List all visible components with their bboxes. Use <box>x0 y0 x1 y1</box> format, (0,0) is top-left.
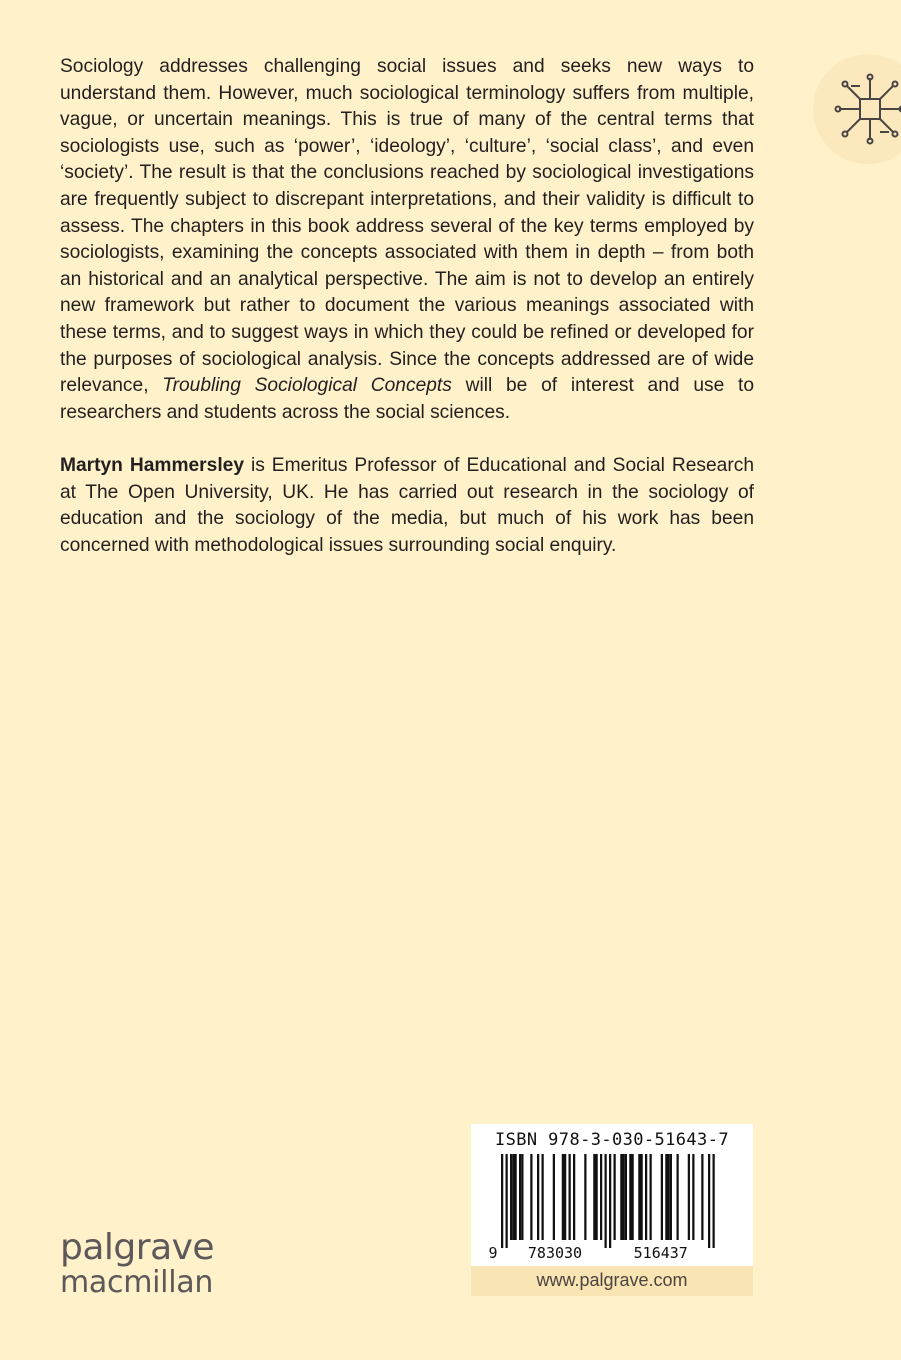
publisher-website[interactable]: www.palgrave.com <box>471 1266 753 1296</box>
barcode-bar <box>569 1154 571 1240</box>
barcode-bar <box>677 1154 679 1240</box>
blurb-text-part2: will be of interest and use to researchers and students across the social sciences. <box>60 375 755 423</box>
barcode-bar <box>625 1154 627 1240</box>
barcode-bar <box>661 1154 663 1240</box>
barcode-bar <box>521 1154 523 1240</box>
blurb-text-part1: Sociology addresses challenging social issues and seeks new ways to understand them. However, much sociological terminology suffers from multiple, vague, or uncertain meanings. This is true of many of the central terms that sociologists use, such as ‘power’, ‘ideology’, ‘culture’, ‘social class’, and even ‘society’. The result is that the conclusions reached by sociological investigations are frequently subject to discrepant interpretations, and their validity is difficult to assess. The chapters in this book address several of the key terms employed by sociologists, examining the concepts associated with them in depth – from both an historical and an analytical perspective. The aim is not to develop an entirely new framework but rather to document the various meanings associated with these terms, and to suggest ways in which they could be refined or developed for the purposes of sociological analysis. Since the concepts addressed are of wide relevance, <box>60 56 754 397</box>
barcode-bar <box>501 1154 503 1248</box>
barcode-bar <box>629 1154 631 1240</box>
barcode-bar <box>553 1154 555 1240</box>
barcode-bar <box>713 1154 715 1248</box>
barcode-bar <box>668 1154 670 1240</box>
barcode-bar <box>701 1154 703 1240</box>
barcode-digits: 516437 <box>633 1244 688 1262</box>
barcode-bar <box>519 1154 521 1240</box>
barcode-digits: 783030 <box>527 1244 583 1262</box>
blurb-paragraph <box>60 54 754 426</box>
barcode-bar <box>584 1154 586 1240</box>
palgrave-compass-icon <box>833 72 901 146</box>
barcode-bar <box>510 1154 512 1240</box>
barcode-bar <box>609 1154 611 1248</box>
barcode-bar <box>623 1154 625 1240</box>
barcode-bar <box>573 1154 575 1240</box>
barcode-digits: 9 <box>488 1244 498 1262</box>
barcode-bar <box>564 1154 566 1240</box>
barcode-bar <box>515 1154 517 1240</box>
isbn-label: ISBN 978-3-030-51643-7 <box>495 1130 729 1150</box>
barcode-bar <box>620 1154 622 1240</box>
author-bio <box>60 453 754 559</box>
barcode-bar <box>688 1154 690 1240</box>
barcode-bar <box>641 1154 643 1240</box>
publisher-name-line2: macmillan <box>60 1265 214 1300</box>
barcode-bar <box>632 1154 634 1240</box>
barcode-bar <box>596 1154 598 1240</box>
barcode-bar <box>542 1154 544 1240</box>
book-title: Troubling Sociological Concepts <box>162 375 452 397</box>
barcode-bar <box>638 1154 640 1240</box>
barcode-bar <box>614 1154 616 1240</box>
author-bio-text: is Emeritus Professor of Educational and Social Research at The Open University, UK. He has carried out research in the sociology of education and the sociology of the media, but much of his work has been concerned with methodological issues surrounding social enquiry. <box>60 455 754 556</box>
barcode-bar <box>512 1154 514 1240</box>
isbn-barcode <box>487 1154 741 1262</box>
publisher-name-line1: palgrave <box>60 1227 215 1268</box>
barcode-bar <box>562 1154 564 1240</box>
barcode-bar <box>600 1154 602 1240</box>
barcode-bar <box>692 1154 694 1240</box>
barcode-bar <box>605 1154 607 1248</box>
barcode-bar <box>650 1154 652 1240</box>
barcode-bar <box>670 1154 672 1240</box>
barcode-bar <box>537 1154 539 1240</box>
barcode-bar <box>665 1154 667 1240</box>
barcode-bar <box>708 1154 710 1248</box>
barcode-box <box>471 1124 753 1266</box>
publisher-logo <box>60 1227 215 1300</box>
barcode-bar <box>645 1154 647 1240</box>
barcode-bar <box>530 1154 532 1240</box>
author-name: Martyn Hammersley <box>60 455 244 476</box>
barcode-bar <box>593 1154 595 1240</box>
barcode-bar <box>506 1154 508 1248</box>
